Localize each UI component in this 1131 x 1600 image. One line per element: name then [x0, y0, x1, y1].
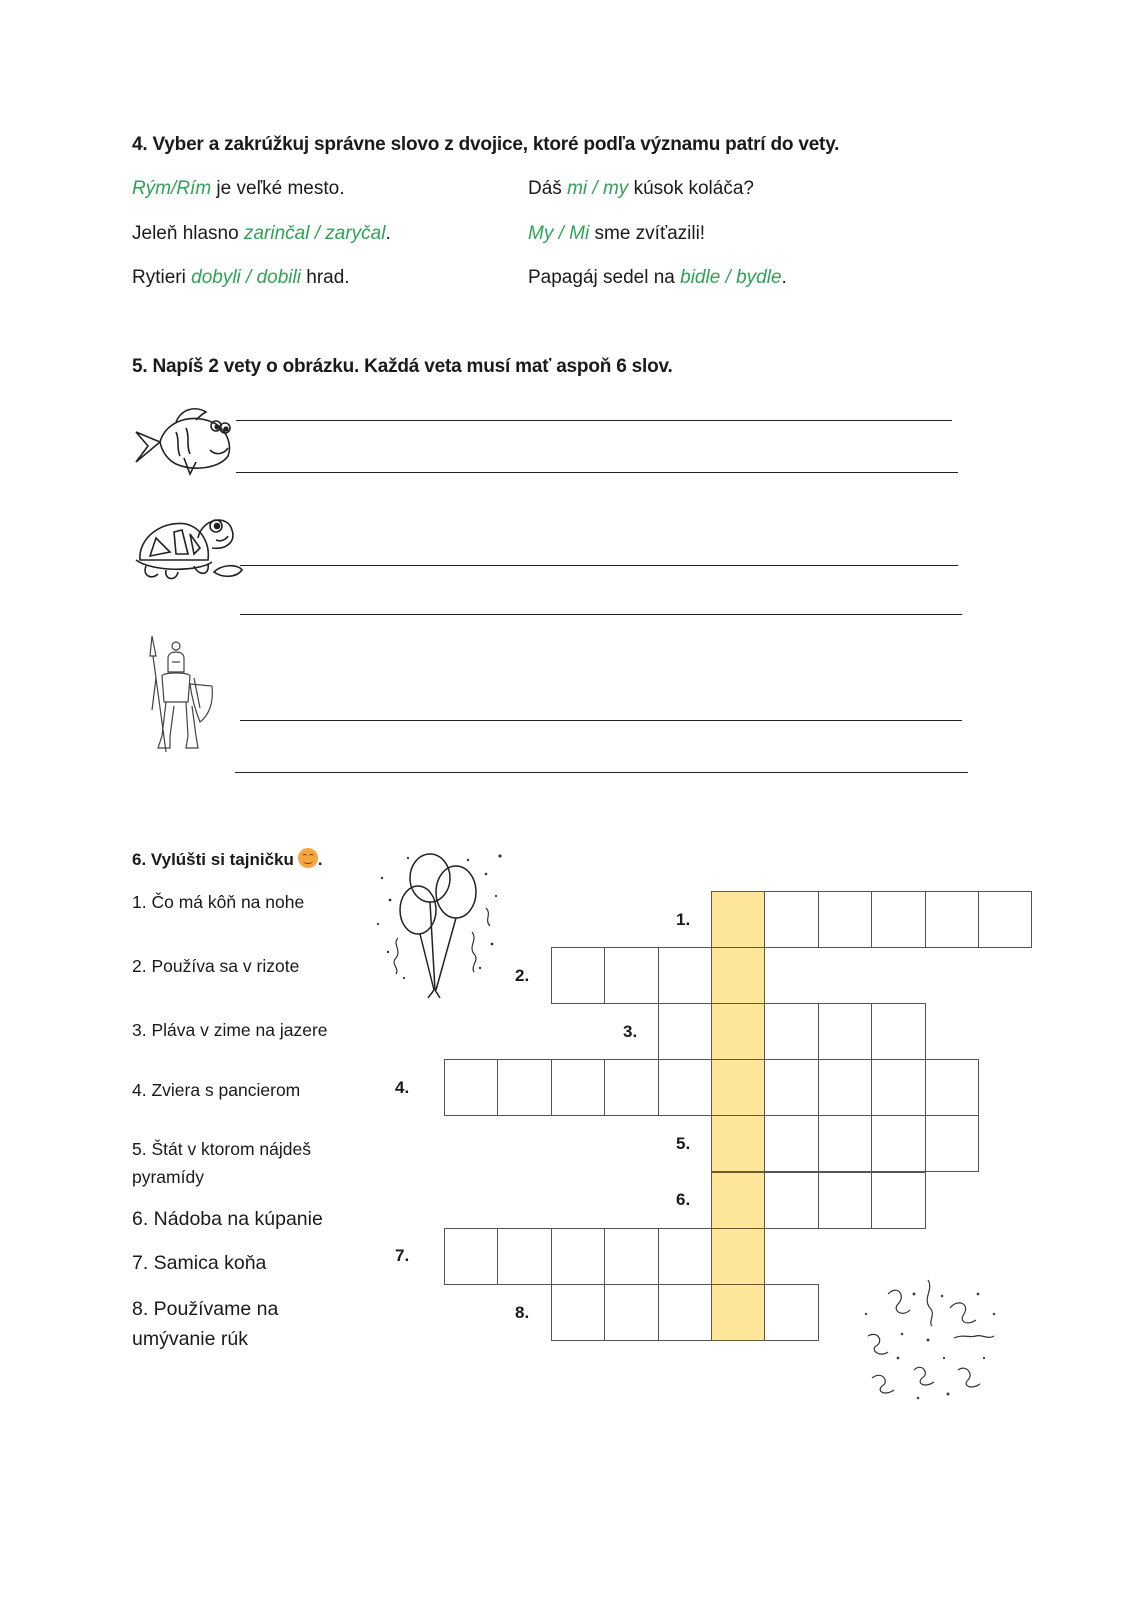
row-label-8: 8.: [515, 1303, 530, 1322]
word-choice[interactable]: zarinčal / zaryčal: [243, 223, 386, 244]
task4-heading: 4. Vyber a zakrúžkuj správne slovo z dvojice, ktoré podľa významu patrí do vety.: [132, 134, 840, 155]
task5-heading: 5. Napíš 2 vety o obrázku. Každá veta musí mať aspoň 6 slov.: [132, 356, 673, 377]
crossword-cell[interactable]: [978, 891, 1032, 948]
crossword-cell[interactable]: [497, 1059, 551, 1116]
crossword-cell[interactable]: [764, 1172, 818, 1229]
crossword-cell[interactable]: [658, 1228, 712, 1285]
sentence-5: My / Mi sme zvíťazili!: [528, 223, 706, 244]
crossword-cell[interactable]: [764, 1115, 818, 1172]
sentence-6: Papagáj sedel na bidle / bydle.: [528, 267, 787, 288]
row-label-3: 3.: [623, 1022, 638, 1041]
crossword-cell[interactable]: [604, 1228, 658, 1285]
row-label-7: 7.: [395, 1246, 410, 1265]
clue-4: 4. Zviera s pancierom: [132, 1080, 301, 1100]
crossword-cell[interactable]: [871, 1003, 925, 1060]
crossword-cell[interactable]: [818, 1172, 872, 1229]
crossword-cell[interactable]: [551, 1059, 605, 1116]
crossword-cell[interactable]: [818, 891, 872, 948]
crossword-cell[interactable]: [871, 1059, 925, 1116]
task6-heading: 6. Vylúšti si tajničku .: [132, 850, 323, 869]
clue-8: 8. Používame na umývanie rúk: [132, 1298, 279, 1350]
crossword-cell[interactable]: [551, 1284, 605, 1341]
knight-illustration-icon: [142, 628, 226, 758]
clue-5: 5. Štát v ktorom nájdeš pyramídy: [132, 1139, 311, 1187]
row-label-2: 2.: [515, 966, 530, 985]
crossword-secret-cell[interactable]: [711, 1172, 765, 1229]
sentence-3: Rytieri dobyli / dobili hrad.: [132, 267, 350, 288]
clue-7: 7. Samica koňa: [132, 1252, 267, 1274]
clue-1: 1. Čo má kôň na nohe: [132, 892, 305, 912]
crossword-cell[interactable]: [764, 1059, 818, 1116]
sentence-4: Dáš mi / my kúsok koláča?: [528, 178, 754, 199]
crossword-cell[interactable]: [764, 1284, 818, 1341]
writing-line[interactable]: [236, 420, 952, 421]
crossword-secret-cell[interactable]: [711, 1059, 765, 1116]
crossword-cell[interactable]: [925, 891, 979, 948]
crossword-cell[interactable]: [818, 1115, 872, 1172]
writing-line[interactable]: [240, 720, 962, 721]
crossword-cell[interactable]: [871, 891, 925, 948]
crossword-cell[interactable]: [551, 947, 605, 1004]
writing-line[interactable]: [236, 472, 958, 473]
crossword-secret-cell[interactable]: [711, 1284, 765, 1341]
crossword-cell[interactable]: [925, 1059, 979, 1116]
word-choice[interactable]: bidle / bydle: [680, 267, 782, 288]
crossword-cell[interactable]: [871, 1172, 925, 1229]
crossword-cell[interactable]: [658, 1284, 712, 1341]
crossword-cell[interactable]: [658, 1003, 712, 1060]
crossword-cell[interactable]: [604, 1284, 658, 1341]
row-label-6: 6.: [676, 1190, 691, 1209]
word-choice[interactable]: dobyli / dobili: [191, 267, 301, 288]
crossword-secret-cell[interactable]: [711, 947, 765, 1004]
crossword-cell[interactable]: [871, 1115, 925, 1172]
turtle-illustration-icon: [132, 508, 246, 584]
word-choice[interactable]: Rým/Rím: [132, 178, 212, 199]
crossword-cell[interactable]: [497, 1228, 551, 1285]
word-choice[interactable]: mi / my: [567, 178, 629, 199]
writing-line[interactable]: [240, 614, 962, 615]
clue-3: 3. Pláva v zime na jazere: [132, 1020, 328, 1040]
row-label-4: 4.: [395, 1078, 410, 1097]
smiley-icon: [298, 848, 318, 868]
crossword-secret-cell[interactable]: [711, 1115, 765, 1172]
crossword-secret-cell[interactable]: [711, 891, 765, 948]
crossword-secret-cell[interactable]: [711, 1228, 765, 1285]
clue-2: 2. Používa sa v rizote: [132, 956, 300, 976]
fish-illustration-icon: [132, 402, 238, 478]
word-choice[interactable]: My / Mi: [528, 223, 590, 244]
crossword-cell[interactable]: [551, 1228, 605, 1285]
sentence-2: Jeleň hlasno zarinčal / zaryčal.: [132, 223, 391, 244]
crossword-cell[interactable]: [604, 947, 658, 1004]
crossword-cell[interactable]: [444, 1228, 498, 1285]
crossword-cell[interactable]: [444, 1059, 498, 1116]
crossword-cell[interactable]: [818, 1059, 872, 1116]
crossword-cell[interactable]: [764, 891, 818, 948]
sentence-1: Rým/Rím je veľké mesto.: [132, 178, 345, 199]
writing-line[interactable]: [240, 565, 958, 566]
crossword-cell[interactable]: [925, 1115, 979, 1172]
crossword-cell[interactable]: [658, 1059, 712, 1116]
crossword-secret-cell[interactable]: [711, 1003, 765, 1060]
confetti-illustration-icon: [858, 1274, 1004, 1404]
crossword-cell[interactable]: [764, 1003, 818, 1060]
row-label-1: 1.: [676, 910, 691, 929]
row-label-5: 5.: [676, 1134, 691, 1153]
crossword-cell[interactable]: [604, 1059, 658, 1116]
crossword-cell[interactable]: [818, 1003, 872, 1060]
crossword-cell[interactable]: [658, 947, 712, 1004]
clue-6: 6. Nádoba na kúpanie: [132, 1208, 323, 1230]
balloons-illustration-icon: [368, 848, 508, 998]
writing-line[interactable]: [235, 772, 968, 773]
